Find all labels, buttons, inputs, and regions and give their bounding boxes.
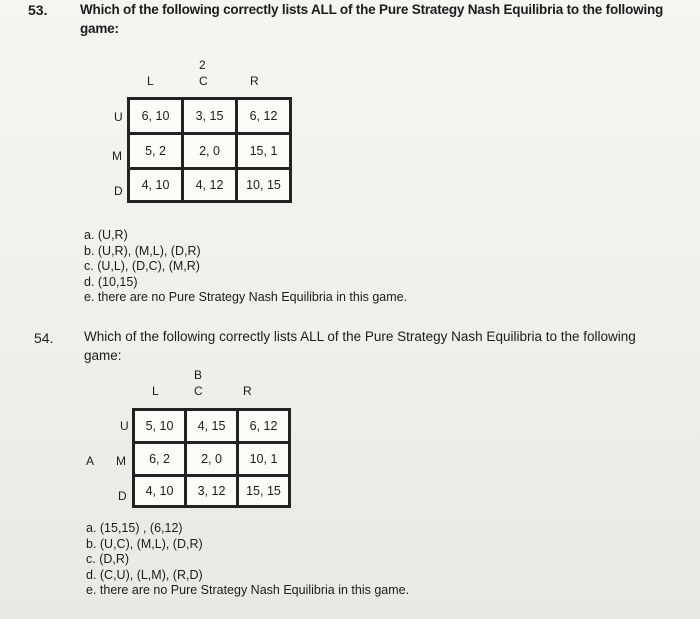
payoff-cell: 15, 1: [238, 135, 289, 167]
player-row-label: A: [86, 454, 95, 468]
answer-option[interactable]: a. (15,15) , (6,12): [86, 521, 183, 535]
payoff-cell: 5, 10: [135, 411, 184, 441]
row-header: U: [114, 110, 123, 124]
payoff-cell: 2, 0: [187, 444, 236, 474]
row-header: M: [112, 149, 122, 163]
matrix-row: [130, 135, 289, 167]
column-header: R: [250, 74, 259, 88]
matrix-row: [130, 100, 289, 132]
prompt-line: game:: [80, 21, 119, 36]
payoff-cell: 4, 10: [135, 477, 184, 505]
prompt-line: Which of the following correctly lists ALL of the Pure Strategy Nash Equilibria to the following: [84, 329, 636, 344]
payoff-cell: 6, 12: [238, 100, 289, 132]
question-number: 54.: [34, 330, 54, 346]
row-header: D: [118, 489, 127, 503]
column-header: R: [243, 384, 252, 398]
column-header: L: [152, 384, 159, 398]
answer-option[interactable]: c. (D,R): [86, 552, 130, 567]
payoff-cell: 10, 1: [239, 444, 288, 474]
payoff-cell: 2, 0: [184, 135, 235, 167]
answer-options: [84, 228, 407, 306]
answer-option[interactable]: e. there are no Pure Strategy Nash Equilibria in this game.: [86, 583, 410, 598]
payoff-cell: 5, 2: [130, 135, 181, 167]
payoff-cell: 6, 12: [239, 411, 288, 441]
payoff-cell: 6, 2: [135, 444, 184, 474]
payoff-matrix: [132, 408, 291, 508]
matrix-row: [135, 411, 288, 441]
matrix-row: [130, 170, 289, 200]
payoff-cell: 6, 10: [130, 100, 181, 132]
column-header: C: [194, 384, 203, 398]
matrix-row: [135, 444, 288, 474]
answer-option[interactable]: d. (10,15): [84, 274, 138, 289]
answer-options: [86, 521, 409, 599]
payoff-cell: 3, 12: [187, 477, 236, 505]
question-prompt: [84, 327, 694, 365]
row-header: U: [120, 419, 129, 433]
payoff-cell: 10, 15: [238, 170, 289, 200]
matrix-row: [135, 477, 288, 505]
payoff-matrix: [127, 97, 292, 203]
row-header: M: [116, 454, 126, 468]
column-header: C: [199, 74, 208, 88]
payoff-cell: 4, 15: [187, 411, 236, 441]
column-header: L: [147, 74, 154, 88]
answer-option[interactable]: b. (U,R), (M,L), (D,R): [84, 243, 201, 258]
row-header: D: [114, 184, 123, 198]
prompt-line: game:: [84, 348, 122, 363]
answer-option[interactable]: e. there are no Pure Strategy Nash Equilibria in this game.: [84, 290, 408, 305]
question-number: 53.: [28, 2, 48, 18]
payoff-cell: 4, 10: [130, 170, 181, 200]
question-prompt: [80, 0, 690, 38]
payoff-cell: 15, 15: [239, 477, 288, 505]
answer-option[interactable]: b. (U,C), (M,L), (D,R): [86, 536, 203, 551]
answer-option[interactable]: a. (U,R): [84, 228, 128, 242]
answer-option[interactable]: d. (C,U), (L,M), (R,D): [86, 567, 203, 582]
player-column-label: B: [194, 368, 203, 382]
prompt-line: Which of the following correctly lists ALL of the Pure Strategy Nash Equilibria to the following: [80, 2, 664, 17]
player-column-label: 2: [199, 58, 206, 72]
payoff-cell: 4, 12: [184, 170, 235, 200]
payoff-cell: 3, 15: [184, 100, 235, 132]
answer-option[interactable]: c. (U,L), (D,C), (M,R): [84, 259, 200, 274]
